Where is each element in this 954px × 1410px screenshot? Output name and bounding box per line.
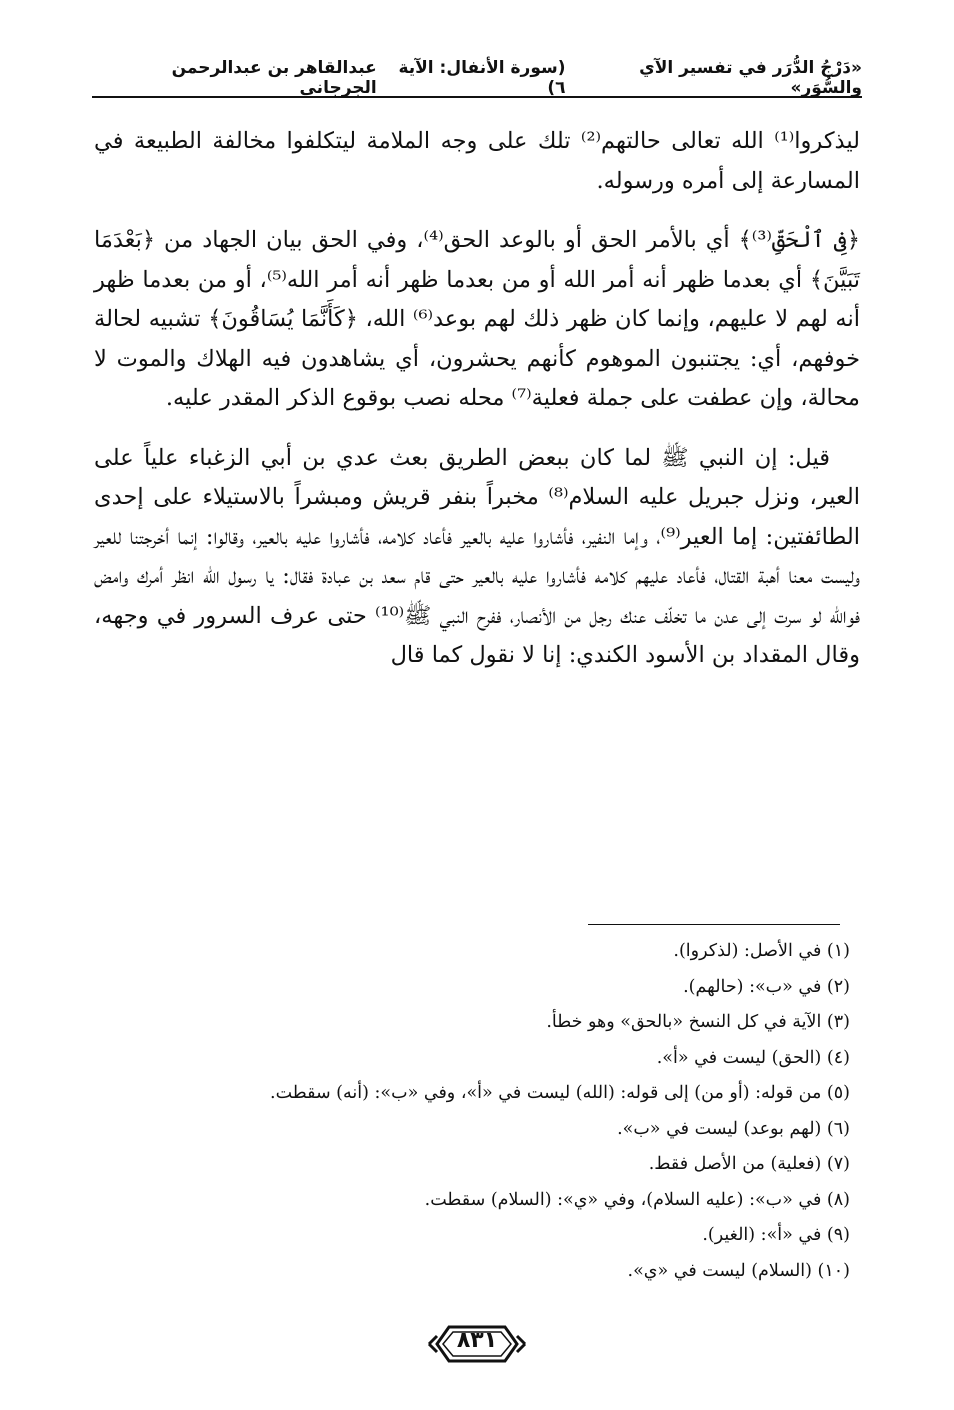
footnote-3: (٣) الآية في كل النسخ «بالحق» وهو خطأ. [546,1012,850,1032]
page-number: ٨٣١ [456,1328,498,1353]
footnote-10: (١٠) (السلام) ليست في «ي». [627,1260,850,1281]
book-title: «دَرْجُ الدُّرَر في تفسير الآي والسُّوَر» [639,58,862,98]
page-number-frame [427,1321,527,1367]
running-header [92,58,862,98]
paragraph-3: قيل: إن النبي ﷺ لما كان ببعض الطريق بعث عدي بن أبي الزغباء علياً على العير، ونزل جبريل عليه السلام⁽⁸⁾ مخبراً بنفر قريش ومبشراً بالاستيلاء على إحدى الطائفتين: إما العير⁽⁹⁾، وإما النفير، فأشاروا عليه بالعير فأعاد كلامه، فأشاروا عليه بالعير، وقالوا: إنما أخرجتنا للعير وليست معنا أهبة القتال، فأعاد عليهم كلامه فأشاروا عليه بالعير حتى قام سعد بن عبادة فقال: يا رسول الله انظر أمرك وامض فوالله لو سرت إلى عدن ما تخلّف عنك رجل من الأنصار، ففرح النبي ﷺ⁽¹⁰⁾ حتى عرف السرور في وجهه، وقال المقداد بن الأسود الكندي: إنا لا نقول كما قال [94,444,860,668]
surah-reference: (سورة الأنفال: الآية ٦) [398,58,566,98]
footnote-separator [588,924,840,925]
footnote-1: (١) في الأصل: (لذكروا). [673,941,850,961]
main-text [94,122,860,696]
footnote-8: (٨) في «ب»: (عليه السلام)، وفي «ي»: (السلام) سقطت. [424,1189,850,1210]
footnote-6: (٦) (لهم بوعد) ليست في «ب». [617,1118,850,1139]
footnote-5: (٥) من قوله: (أو من) إلى قوله: (الله) ليست في «أ»، وفي «ب»: (أنه) سقطت. [270,1083,850,1103]
footnote-9: (٩) في «أ»: (الغير). [702,1225,850,1245]
footnote-7: (٧) (فعلية) من الأصل فقط. [648,1154,850,1174]
paragraph-2: ﴿فِى ٱلْحَقِّ⁽³⁾﴾ أي بالأمر الحق أو بالوعد الحق⁽⁴⁾، وفي الحق بيان الجهاد من ﴿بَعْدَمَا تَبَيَّنَ﴾ أي بعدما ظهر أنه أمر الله أو من بعدما ظهر أنه أمر الله⁽⁵⁾، أو من بعدما ظهر أنه لهم لا عليهم، وإنما كان ظهر ذلك لهم بوعد⁽⁶⁾ الله، ﴿كَأَنَّمَا يُسَاقُونَ﴾ تشبيه لحالة خوفهم، أي: يجتنبون الموهوم كأنهم يحشرون، أي يشاهدون فيه الهلاك والموت لا محالة، وإن عطفت على جملة فعلية⁽⁷⁾ محله نصب بوقوع الذكر المقدر عليه. [94,227,861,411]
author-name: عبدالقاهر بن عبدالرحمن الجرجاني [171,58,377,98]
paragraph-1: ليذكروا⁽¹⁾ الله تعالى حالتهم⁽²⁾ تلك على وجه الملامة ليتكلفوا مخالفة الطبيعة في المسارعة إلى أمره ورسوله. [94,128,860,194]
footnote-4: (٤) (الحق) ليست في «أ». [656,1047,850,1068]
footnote-2: (٢) في «ب»: (حالهم). [683,976,850,997]
header-rule [92,96,862,98]
footnotes [94,934,850,1289]
